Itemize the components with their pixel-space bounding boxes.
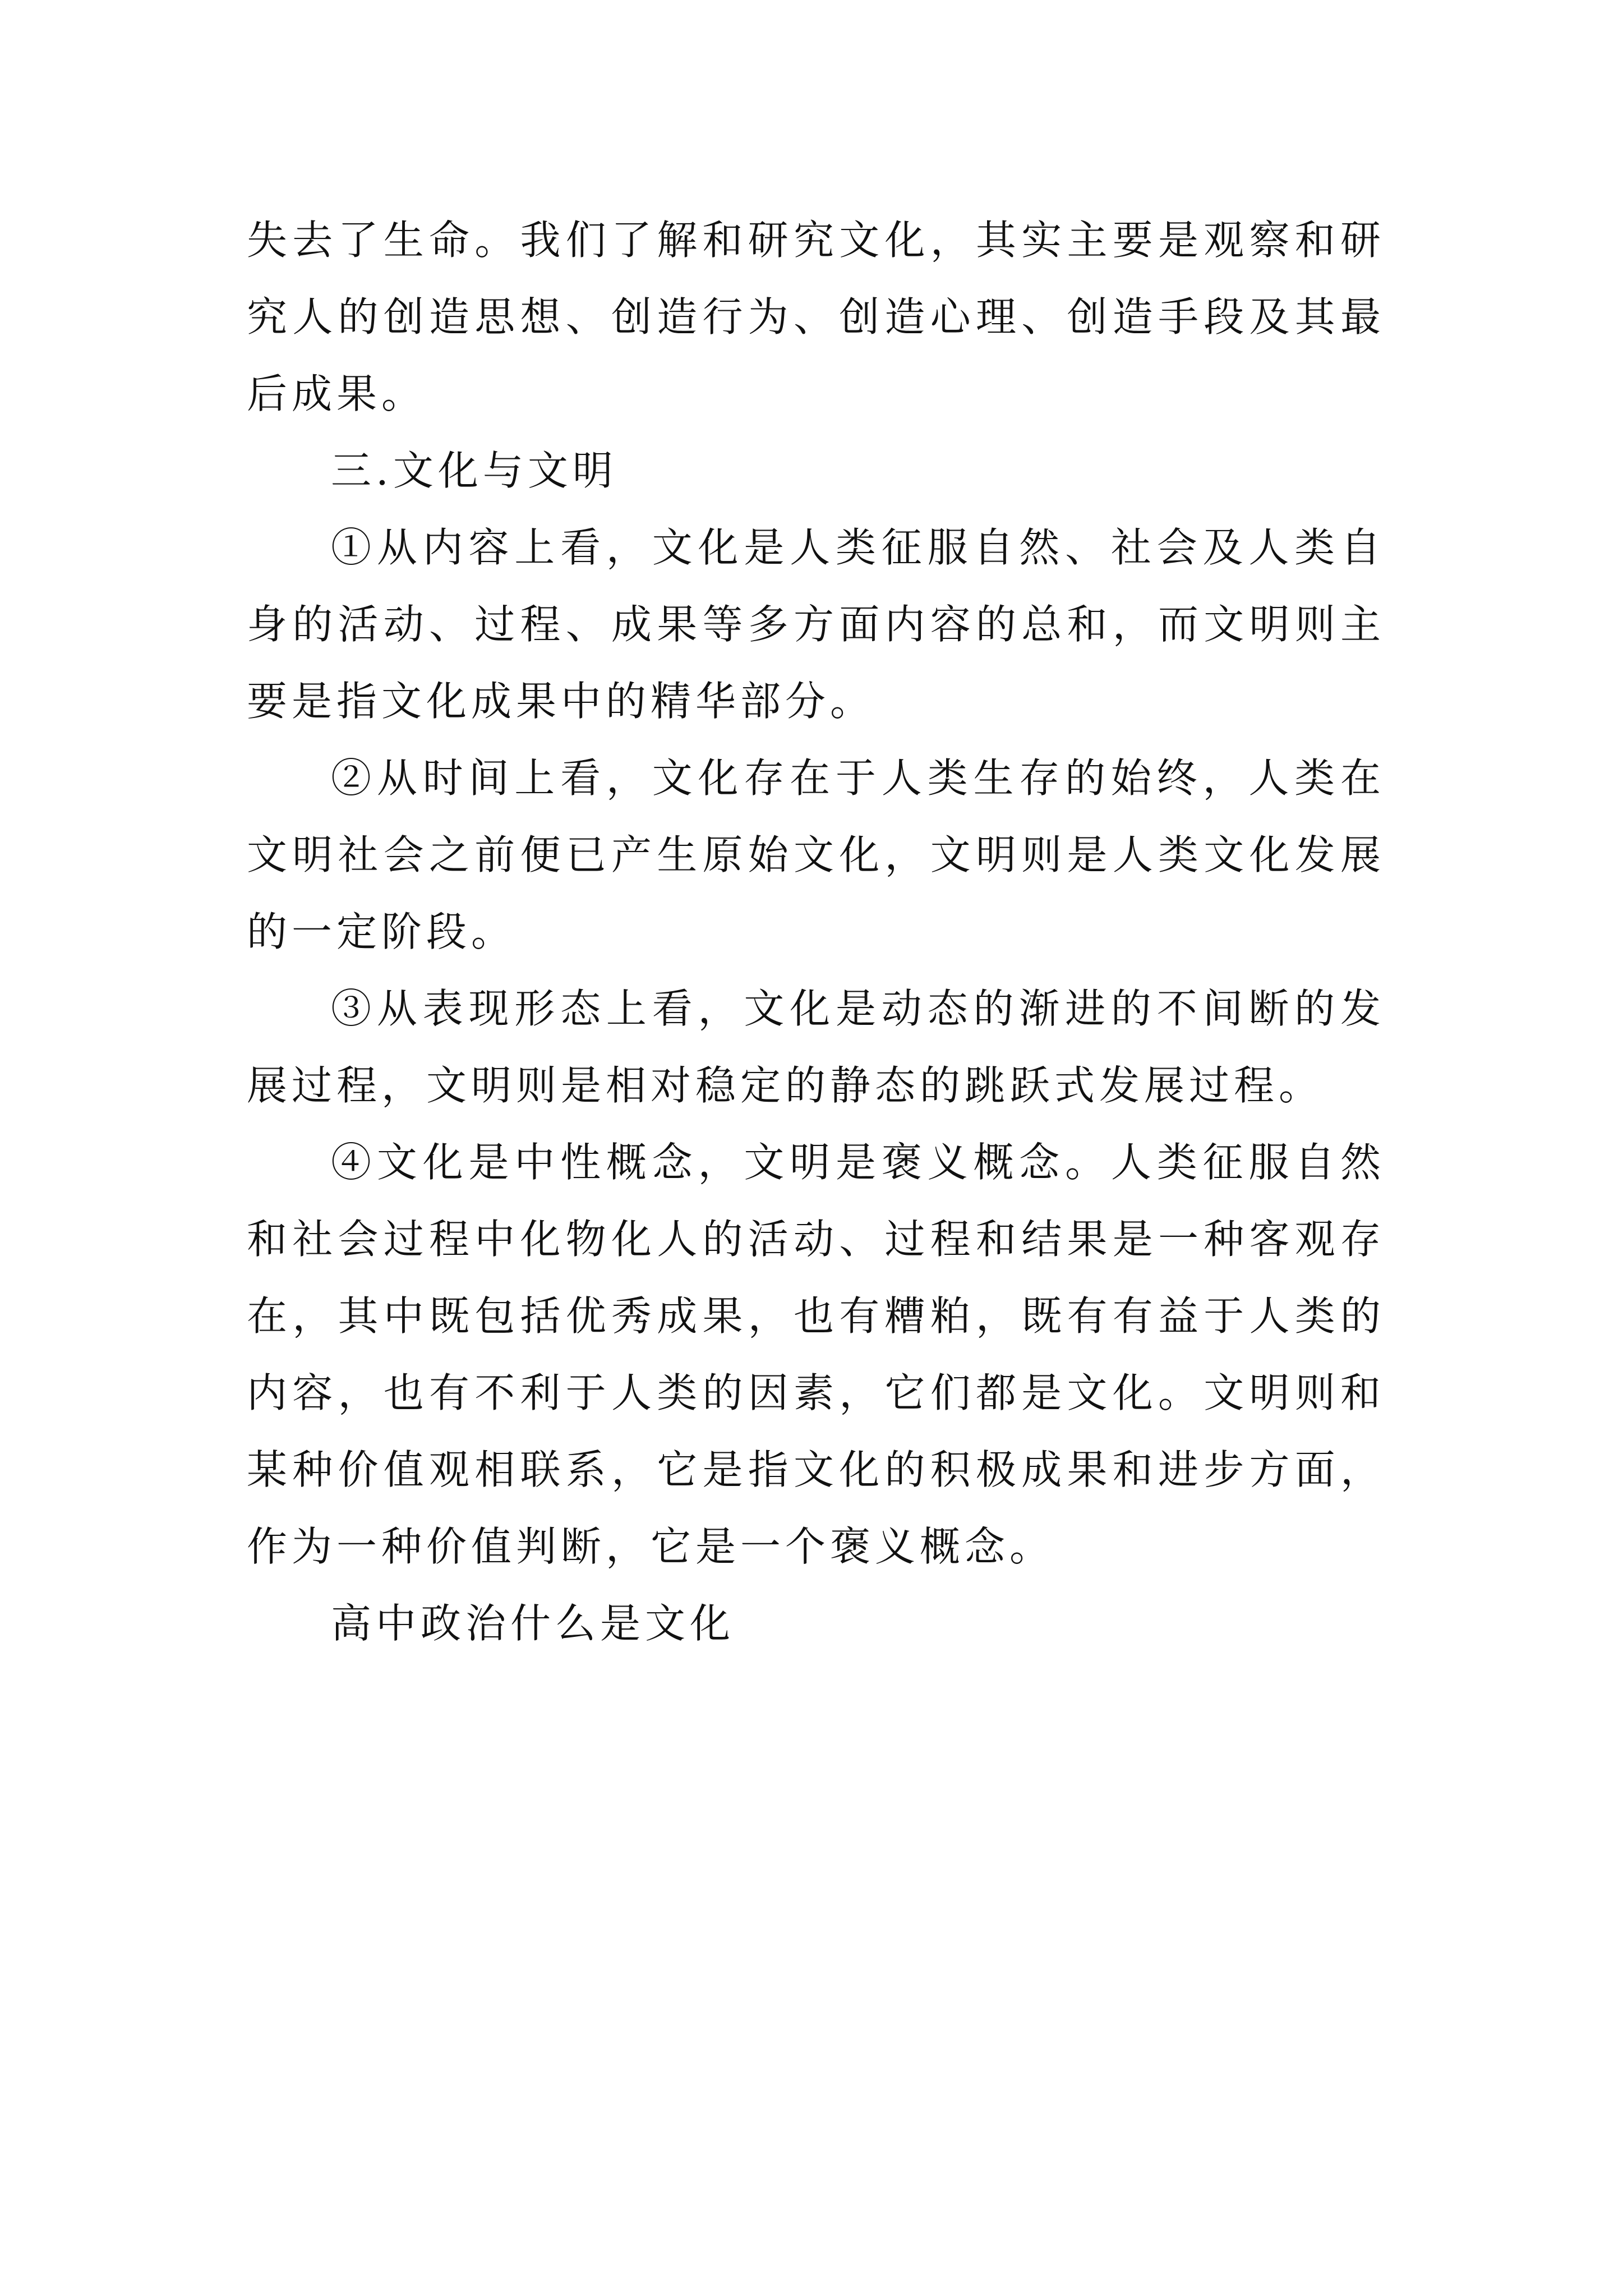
document-footer-title: 高中政治什么是文化	[331, 1600, 735, 1647]
paragraph-concept: ④文化是中性概念，文明是褒义概念。人类征服自然和社会过程中化物化人的活动、过程和结果是一种客观存在，其中既包括优秀成果，也有糟粕，既有有益于人类的内容，也有不利于人类的因素，它们都是文化。文明则和某种价值观相联系，它是指文化的积极成果和进步方面，作为一种价值判断，它是一个褒义概念。	[247, 1139, 1385, 1570]
paragraph-time: ②从时间上看，文化存在于人类生存的始终，人类在文明社会之前便已产生原始文化，文明则是人类文化发展的一定阶段。	[247, 754, 1385, 955]
paragraph-content: ①从内容上看，文化是人类征服自然、社会及人类自身的活动、过程、成果等多方面内容的总和，而文明则主要是指文化成果中的精华部分。	[247, 524, 1385, 725]
paragraph-form: ③从表现形态上看，文化是动态的渐进的不间断的发展过程，文明则是相对稳定的静态的跳跃式发展过程。	[247, 985, 1385, 1109]
document-body	[247, 202, 1385, 1662]
section-heading: 三.文化与文明	[331, 447, 617, 494]
paragraph-continuation: 失去了生命。我们了解和研究文化，其实主要是观察和研究人的创造思想、创造行为、创造心理、创造手段及其最后成果。	[247, 217, 1385, 417]
